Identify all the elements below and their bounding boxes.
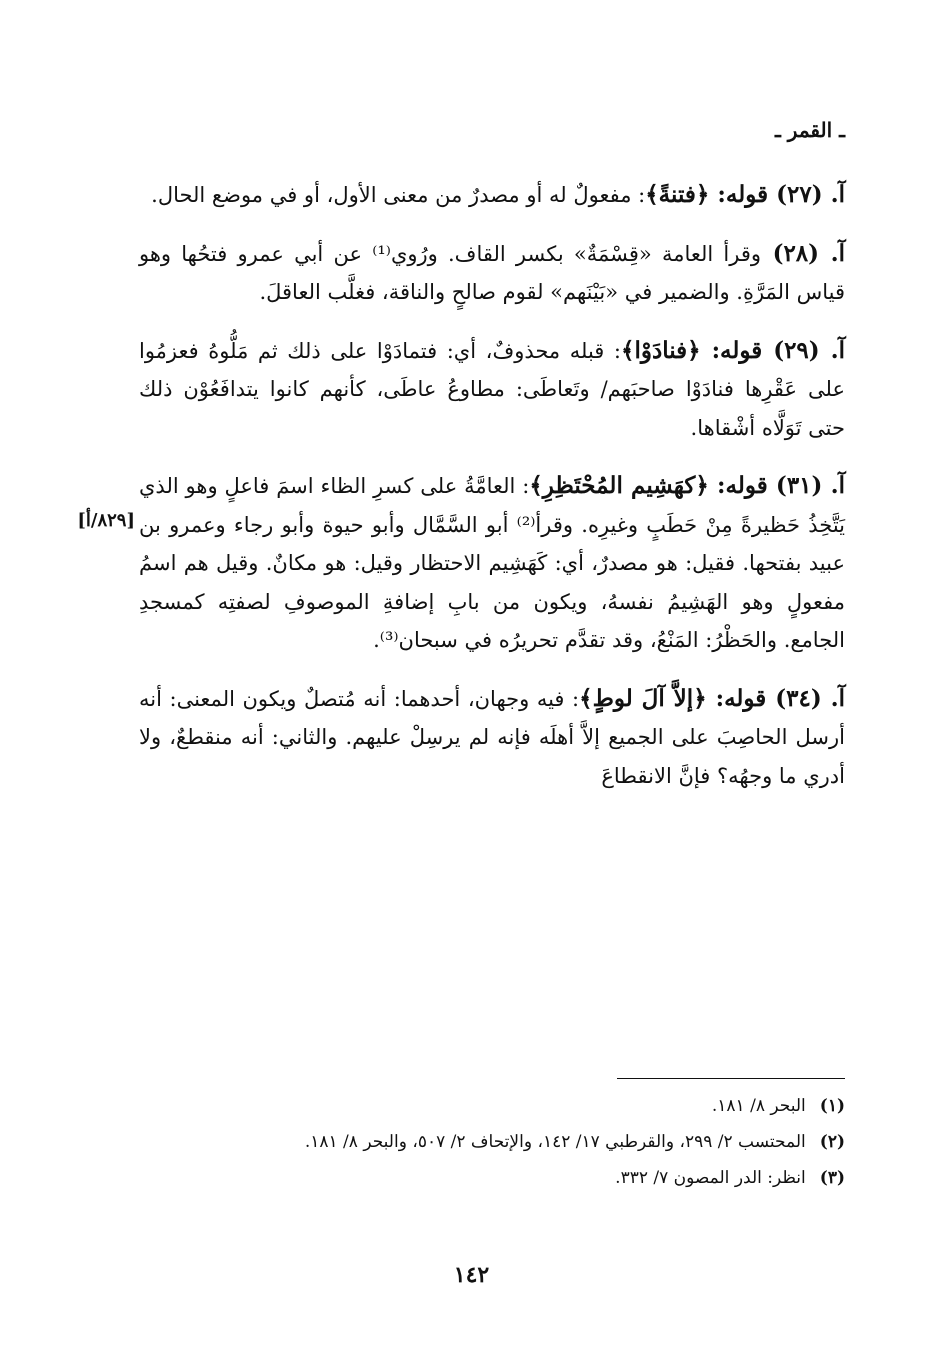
footnote-item	[139, 1126, 845, 1158]
paragraph-verse-27	[139, 176, 845, 215]
paragraph-verse-28	[139, 235, 845, 312]
paragraph-verse-31	[139, 467, 845, 660]
commentary-text: : قبله محذوفٌ، أي: فتمادَوْا على ذلك ثم مَلُّوهُ فعزمُوا على عَقْرِها فنادَوْا صاحبَهم/ وتَعاطَى: مطاوعُ عاطَى، كأنهم كانوا يتدافَعُوْن ذلك حتى تَوَلَّاه أشْقاها.	[139, 338, 845, 440]
page-number: ١٤٢	[453, 1262, 490, 1288]
verse-heading: آ. (٢٨)	[761, 239, 845, 267]
running-header: ـ القمر ـ	[774, 118, 845, 142]
footnotes	[139, 1090, 845, 1198]
footnote-text: انظر: الدر المصون ٧/ ٣٣٢.	[615, 1168, 806, 1188]
verse-heading: آ. (٢٩) قوله:	[700, 336, 845, 364]
quran-quote: ﴿إلاَّ آلَ لوطٍ﴾	[579, 684, 707, 712]
commentary-text: وقرأ العامة «قِسْمَةٌ» بكسر القاف. ورُوي⁽¹⁾ عن أبي عمرو فتحُها وهو قياس المَرَّةِ. والضمير في «بَيْنَهم» لقوم صالحٍ والناقة، فغلَّب العاقلَ.	[139, 241, 845, 304]
footnote-text: المحتسب ٢/ ٢٩٩، والقرطبي ١٧/ ١٤٢، والإتحاف ٢/ ٥٠٧، والبحر ٨/ ١٨١.	[304, 1132, 806, 1152]
footnote-item	[139, 1162, 845, 1194]
main-text	[139, 176, 845, 815]
footnote-number: (٢)	[819, 1132, 845, 1152]
footnote-text: البحر ٨/ ١٨١.	[711, 1096, 806, 1116]
commentary-text: : فيه وجهان، أحدهما: أنه مُتصلٌ ويكون المعنى: أنه أرسل الحاصِبَ على الجميع إلاَّ أهلَه فإنه لم يرسِلْ عليهم. والثاني: أنه منقطعٌ، ولا أدري ما وجهُه؟ فإنَّ الانقطاعَ	[139, 686, 845, 788]
verse-heading: آ. (٣٤) قوله:	[706, 684, 846, 712]
commentary-text: : العامَّةُ على كسرِ الظاء اسمَ فاعلٍ وهو الذي يَتَّخِذُ حَظيرةً مِنْ حَطَبٍ وغيرِه. وقرأ⁽²⁾ أبو السَّمَّال وأبو حيوة وأبو رجاء وعمرو بن عبيد بفتحها. فقيل: هو مصدرٌ، أي: كَهَشِيم الاحتظار وقيل: هو مكانٌ. وقيل هم اسمُ مفعولٍ وهو الهَشِيمُ نفسهُ، ويكون من بابِ إضافةِ الموصوفِ لصفتِه كمسجدِ الجامع. والحَظْرُ: المَنْعُ، وقد تقدَّم تحريرُه في سبحان⁽³⁾.	[139, 474, 846, 652]
paragraph-verse-29	[139, 332, 845, 448]
verse-heading: آ. (٣١) قوله:	[708, 472, 846, 499]
footnote-divider	[617, 1078, 845, 1079]
quran-quote: ﴿فتنةً﴾	[645, 181, 710, 208]
commentary-text: : مفعولٌ له أو مصدرٌ من معنى الأول، أو في موضع الحال.	[151, 183, 646, 207]
footnote-number: (١)	[819, 1096, 845, 1116]
quran-quote: ﴿كهَشِيم المُحْتَظِرِ﴾	[529, 472, 709, 499]
quran-quote: ﴿فنادَوْا﴾	[621, 336, 701, 364]
marginal-folio-note: [٨٢٩/أ]	[77, 510, 135, 531]
footnote-number: (٣)	[819, 1168, 845, 1188]
verse-heading: آ. (٢٧) قوله:	[709, 181, 845, 208]
footnote-item	[139, 1090, 845, 1122]
paragraph-verse-34	[139, 680, 845, 796]
